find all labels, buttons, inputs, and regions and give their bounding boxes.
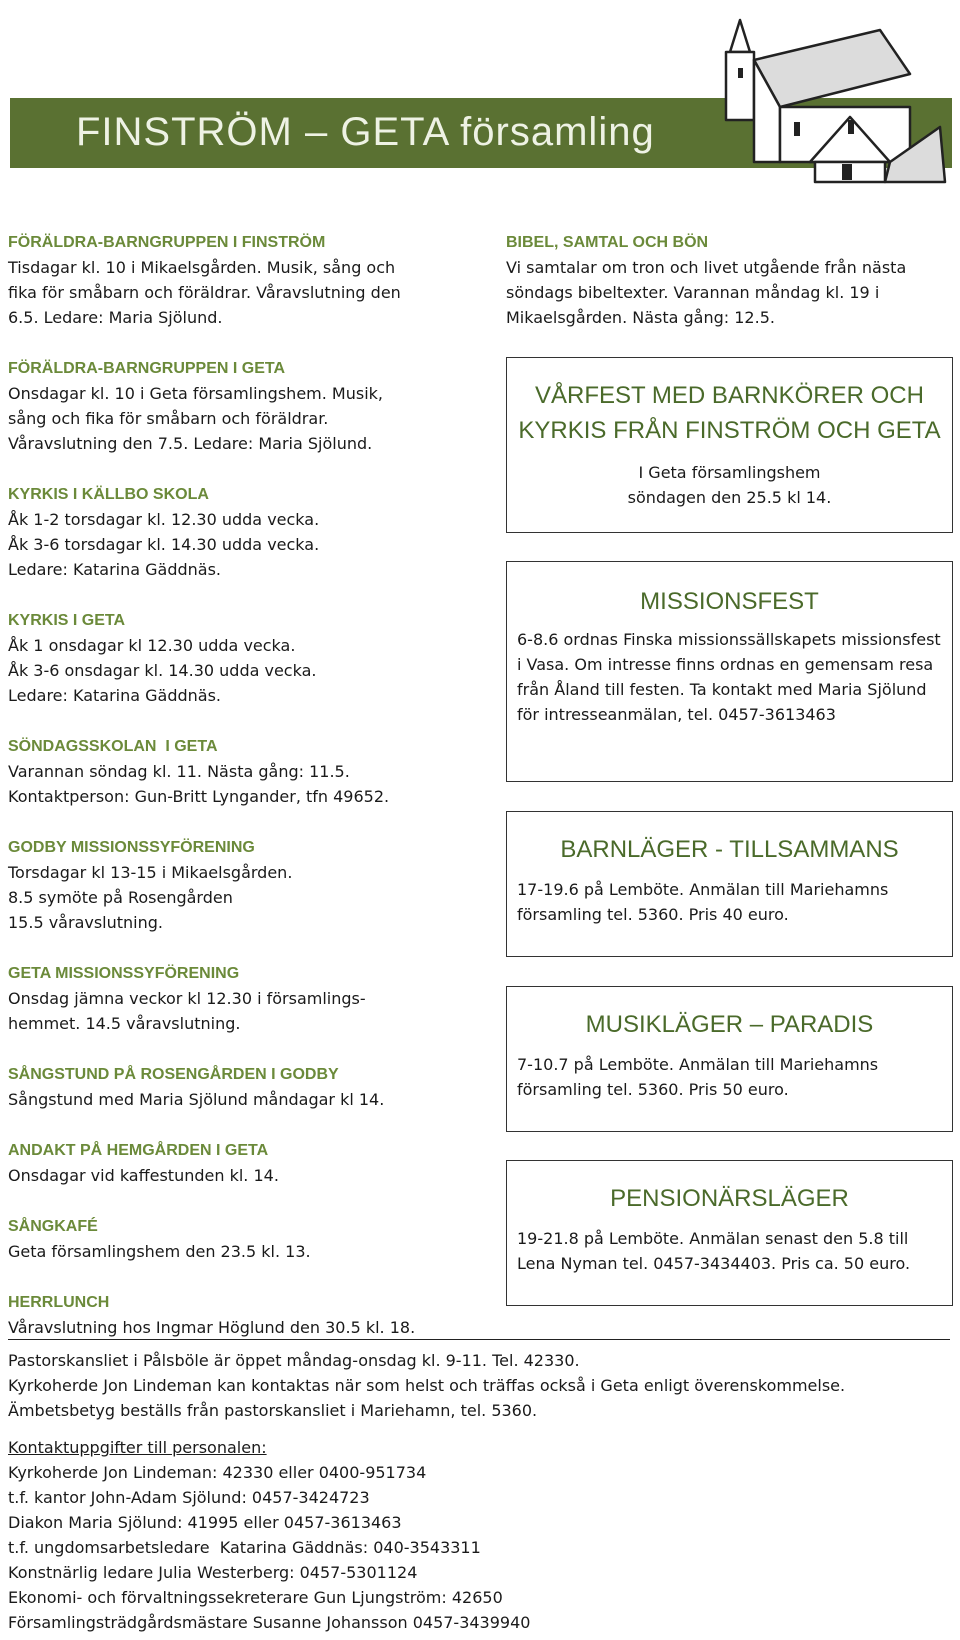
section-body: Onsdagar vid kaffestunden kl. 14. xyxy=(8,1166,279,1185)
contact-line: t.f. ungdomsarbetsledare Katarina Gäddnäs: 040-3543311 xyxy=(8,1538,481,1557)
box-body: 17-19.6 på Lemböte. Anmälan till Mariehamns församling tel. 5360. Pris 40 euro. xyxy=(517,880,889,924)
left-column xyxy=(8,230,478,1366)
footer-line: Ämbetsbetyg beställs från pastorskansliet i Mariehamn, tel. 5360. xyxy=(8,1401,538,1420)
box-varfest xyxy=(506,357,953,533)
box-title: MUSIKLÄGER – PARADIS xyxy=(585,1011,874,1038)
section-heading: SÖNDAGSSKOLAN I GETA xyxy=(8,738,218,755)
section-heading: KYRKIS I KÄLLBO SKOLA xyxy=(8,486,209,503)
section-body: Sångstund med Maria Sjölund måndagar kl 14. xyxy=(8,1090,385,1109)
box-body: 6-8.6 ordnas Finska missionssällskapets missionsfest i Vasa. Om intresse finns ordnas en gemensam resa från Åland till festen. Ta kontakt med Maria Sjölund för intresseanmälan, tel. 0457-3613463 xyxy=(517,630,941,724)
section-heading: HERRLUNCH xyxy=(8,1294,110,1311)
box-body: I Geta församlingshem söndagen den 25.5 kl 14. xyxy=(627,463,832,507)
section-sondagsskolan xyxy=(8,734,478,809)
footer xyxy=(8,1348,953,1635)
section-body: Åk 1 onsdagar kl 12.30 udda vecka. Åk 3-6 onsdagar kl. 14.30 udda vecka. Ledare: Katarina Gäddnäs. xyxy=(8,636,317,705)
footer-line: Pastorskansliet i Pålsböle är öppet måndag-onsdag kl. 9-11. Tel. 42330. xyxy=(8,1351,580,1370)
box-pensionarslager xyxy=(506,1160,953,1306)
section-body: Onsdagar kl. 10 i Geta församlingshem. Musik, sång och fika för småbarn och föräldrar. Våravslutning den 7.5. Ledare: Maria Sjölund. xyxy=(8,384,383,453)
contact-line: t.f. kantor John-Adam Sjölund: 0457-3424723 xyxy=(8,1488,370,1507)
section-kyrkis-geta xyxy=(8,608,478,708)
box-body: 7-10.7 på Lemböte. Anmälan till Mariehamns församling tel. 5360. Pris 50 euro. xyxy=(517,1055,879,1099)
section-sangkafe xyxy=(8,1214,478,1264)
section-heading: GETA MISSIONSSYFÖRENING xyxy=(8,965,240,982)
section-body: Åk 1-2 torsdagar kl. 12.30 udda vecka. Åk 3-6 torsdagar kl. 14.30 udda vecka. Ledare: Katarina Gäddnäs. xyxy=(8,510,320,579)
section-foraldra-finstrom xyxy=(8,230,478,330)
right-column xyxy=(506,230,956,356)
church-logo-icon xyxy=(690,12,950,192)
section-herrlunch xyxy=(8,1290,478,1340)
section-heading: SÅNGKAFÉ xyxy=(8,1218,98,1235)
section-heading: SÅNGSTUND PÅ ROSENGÅRDEN I GODBY xyxy=(8,1066,339,1083)
section-andakt xyxy=(8,1138,478,1188)
section-heading: BIBEL, SAMTAL OCH BÖN xyxy=(506,234,709,251)
contact-line: Konstnärlig ledare Julia Westerberg: 0457-5301124 xyxy=(8,1563,418,1582)
footer-divider xyxy=(8,1339,950,1340)
section-heading: KYRKIS I GETA xyxy=(8,612,126,629)
section-heading: GODBY MISSIONSSYFÖRENING xyxy=(8,839,255,856)
section-godby-missionssyforening xyxy=(8,835,478,935)
section-body: Torsdagar kl 13-15 i Mikaelsgården. 8.5 symöte på Rosengården 15.5 våravslutning. xyxy=(8,863,293,932)
box-title: VÅRFEST MED BARNKÖRER OCH KYRKIS FRÅN FINSTRÖM OCH GETA xyxy=(518,382,941,444)
section-bibel-samtal xyxy=(506,230,956,330)
section-heading: ANDAKT PÅ HEMGÅRDEN I GETA xyxy=(8,1142,269,1159)
footer-line: Kyrkoherde Jon Lindeman kan kontaktas när som helst och träffas också i Geta enligt överenskommelse. xyxy=(8,1376,846,1395)
parish-title: FINSTRÖM – GETA församling xyxy=(76,110,655,154)
contact-line: Diakon Maria Sjölund: 41995 eller 0457-3613463 xyxy=(8,1513,402,1532)
box-musiklager xyxy=(506,986,953,1132)
section-foraldra-geta xyxy=(8,356,478,456)
contact-line: Kyrkoherde Jon Lindeman: 42330 eller 0400-951734 xyxy=(8,1463,427,1482)
box-title: BARNLÄGER - TILLSAMMANS xyxy=(560,836,899,863)
section-body: Onsdag jämna veckor kl 12.30 i församlings- hemmet. 14.5 våravslutning. xyxy=(8,989,366,1033)
section-body: Geta församlingshem den 23.5 kl. 13. xyxy=(8,1242,311,1261)
box-title: PENSIONÄRSLÄGER xyxy=(610,1185,849,1212)
box-barnlager xyxy=(506,811,953,957)
section-sangstund xyxy=(8,1062,478,1112)
section-body: Våravslutning hos Ingmar Höglund den 30.5 kl. 18. xyxy=(8,1318,416,1337)
contacts-title: Kontaktuppgifter till personalen: xyxy=(8,1438,267,1457)
box-body: 19-21.8 på Lemböte. Anmälan senast den 5.8 till Lena Nyman tel. 0457-3434403. Pris ca. 50 euro. xyxy=(517,1229,911,1273)
section-body: Varannan söndag kl. 11. Nästa gång: 11.5. Kontaktperson: Gun-Britt Lyngander, tfn 49652. xyxy=(8,762,390,806)
section-body: Vi samtalar om tron och livet utgående från nästa söndags bibeltexter. Varannan måndag kl. 19 i Mikaelsgården. Nästa gång: 12.5. xyxy=(506,258,907,327)
box-title: MISSIONSFEST xyxy=(640,588,819,615)
contact-line: Församlingsträdgårdsmästare Susanne Johansson 0457-3439940 xyxy=(8,1613,531,1632)
box-missionsfest xyxy=(506,561,953,782)
section-heading: FÖRÄLDRA-BARNGRUPPEN I FINSTRÖM xyxy=(8,234,326,251)
section-heading: FÖRÄLDRA-BARNGRUPPEN I GETA xyxy=(8,360,286,377)
section-geta-missionssyforening xyxy=(8,961,478,1036)
contact-line: Ekonomi- och förvaltningssekreterare Gun Ljungström: 42650 xyxy=(8,1588,503,1607)
section-kyrkis-kallbo xyxy=(8,482,478,582)
section-body: Tisdagar kl. 10 i Mikaelsgården. Musik, sång och fika för småbarn och föräldrar. Våravslutning den 6.5. Ledare: Maria Sjölund. xyxy=(8,258,401,327)
